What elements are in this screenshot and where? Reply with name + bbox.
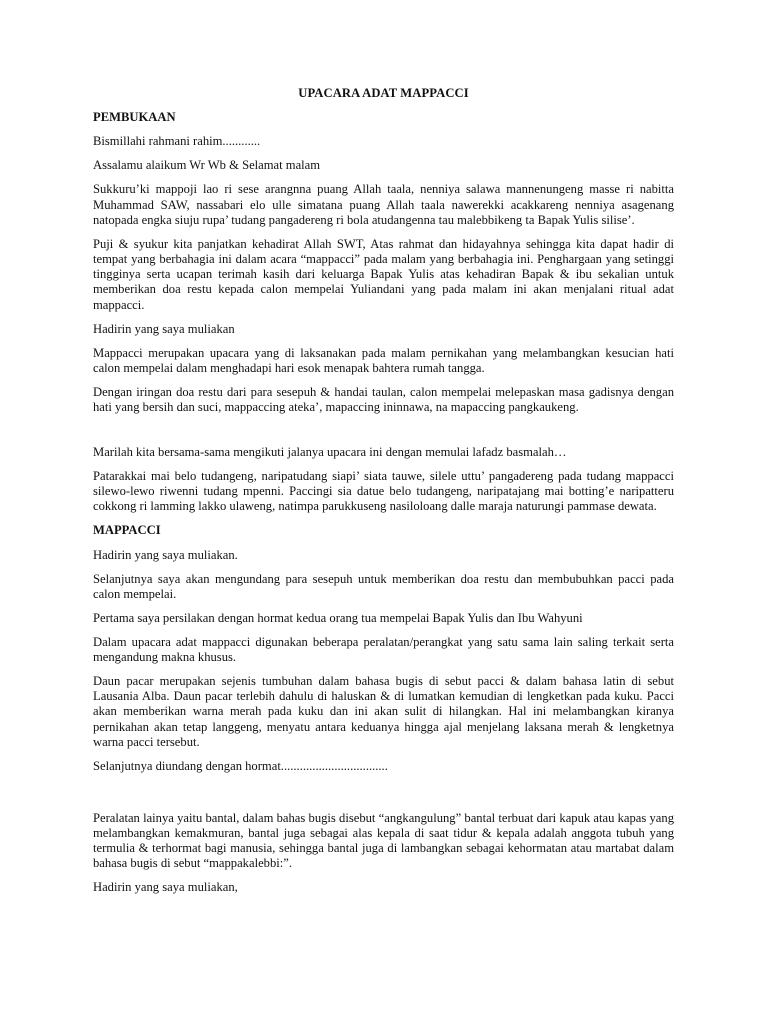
paragraph-peralatan: Dalam upacara adat mappacci digunakan beberapa peralatan/perangkat yang satu sama lain saling terkait serta mengandung makna khusus. [93,634,674,665]
paragraph-sukkuru: Sukkuru’ki mappoji lao ri sese arangnna puang Allah taala, nenniya salawa mannenungeng masse ri nabitta Muhammad SAW, nassabari elo ulle simatana puang Allah taala nawerekki acakkareng nenniya asagenang natopada engka siuju rupa’ tudang pangadereng ri bola atudangenna tau malebbikeng ta Bapak Yulis silise’. [93,182,674,227]
paragraph-hadirin-1: Hadirin yang saya muliakan [93,321,235,336]
paragraph-diundang: Selanjutnya diundang dengan hormat.................................. [93,758,388,773]
paragraph-basmalah: Marilah kita bersama-sama mengikuti jalanya upacara ini dengan memulai lafadz basmalah… [93,445,567,460]
document-page [93,86,674,904]
blank-gap [93,424,674,445]
document-title: UPACARA ADAT MAPPACCI [298,86,469,100]
paragraph-orang-tua: Pertama saya persilakan dengan hormat kedua orang tua mempelai Bapak Yulis dan Ibu Wahyuni [93,610,583,625]
section-heading-pembukaan: PEMBUKAAN [93,110,176,125]
paragraph-puji-syukur: Puji & syukur kita panjatkan kehadirat Allah SWT, Atas rahmat dan hidayahnya sehingga kita dapat hadir di tempat yang berbahagia ini dalam acara “mappacci” pada malam yang berbahagia ini. Penghargaan yang setinggi tingginya serta ucapan terimah kasih dari keluarga Bapak Yulis atas kehadiran Bapak & ibu sekalian untuk memberikan doa restu kepada calon mempelai Yuliandani yang pada malam ini akan menjalani ritual adat mappacci. [93,236,674,312]
paragraph-bantal: Peralatan lainya yaitu bantal, dalam bahas bugis disebut “angkangulung” bantal terbuat dari kapuk atau kapas yang melambangkan kemakmuran, bantal juga sebagai alas kepala di saat tidur & kepala adalah anggota tubuh yang termulia & terhormat bagi manusia, sehingga bantal juga di lambangkan sebagai kehormatan atau martabat dalam bahasa bugis di sebut “mappakalebbi:”. [93,810,674,871]
paragraph-bismillah: Bismillahi rahmani rahim............ [93,134,261,149]
paragraph-mappacci-definition: Mappacci merupakan upacara yang di laksanakan pada malam pernikahan yang melambangkan kesucian hati calon mempelai dalam menghadapi hari esok menapak bahtera rumah tangga. [93,345,674,375]
paragraph-daun-pacar: Daun pacar merupakan sejenis tumbuhan dalam bahasa bugis di sebut pacci & dalam bahasa latin di sebut Lausania Alba. Daun pacar terlebih dahulu di haluskan & di lumatkan kemudian di lengketkan pada kuku. Pacci akan memberikan warna merah pada kuku dan ini akan sulit di hilangkan. Hal ini melambangkan kiranya pernikahan akan tetap langgeng, menyatu antara keduanya hingga ajal menjelang laksana merah & lengketnya warna pacci tersebut. [93,674,674,749]
paragraph-patarakkai: Patarakkai mai belo tudangeng, naripatudang siapi’ siata tauwe, silele uttu’ pangadereng pada tudang mappacci silewo-lewo riwenni tudang mpenni. Paccingi sia datue belo tudangeng, naripatajang mai botting’e naripatteru cokkong ri lamming lakko ulaweng, natimpa parukkuseng nasiloloang dalle maraja naturungi pammase dewata. [93,469,674,514]
paragraph-doa-restu: Dengan iringan doa restu dari para sesepuh & handai taulan, calon mempelai melepaskan masa gadisnya dengan hati yang bersih dan suci, mappaccing ateka’, mapaccing ininnawa, na mapaccing pangkaukeng. [93,384,674,415]
paragraph-salam: Assalamu alaikum Wr Wb & Selamat malam [93,158,321,173]
section-heading-mappacci: MAPPACCI [93,523,161,538]
paragraph-sesepuh: Selanjutnya saya akan mengundang para sesepuh untuk memberikan doa restu dan membubuhkan pacci pada calon mempelai. [93,571,674,601]
blank-gap [93,783,674,811]
paragraph-hadirin-3: Hadirin yang saya muliakan, [93,880,238,895]
paragraph-hadirin-2: Hadirin yang saya muliakan. [93,547,238,562]
